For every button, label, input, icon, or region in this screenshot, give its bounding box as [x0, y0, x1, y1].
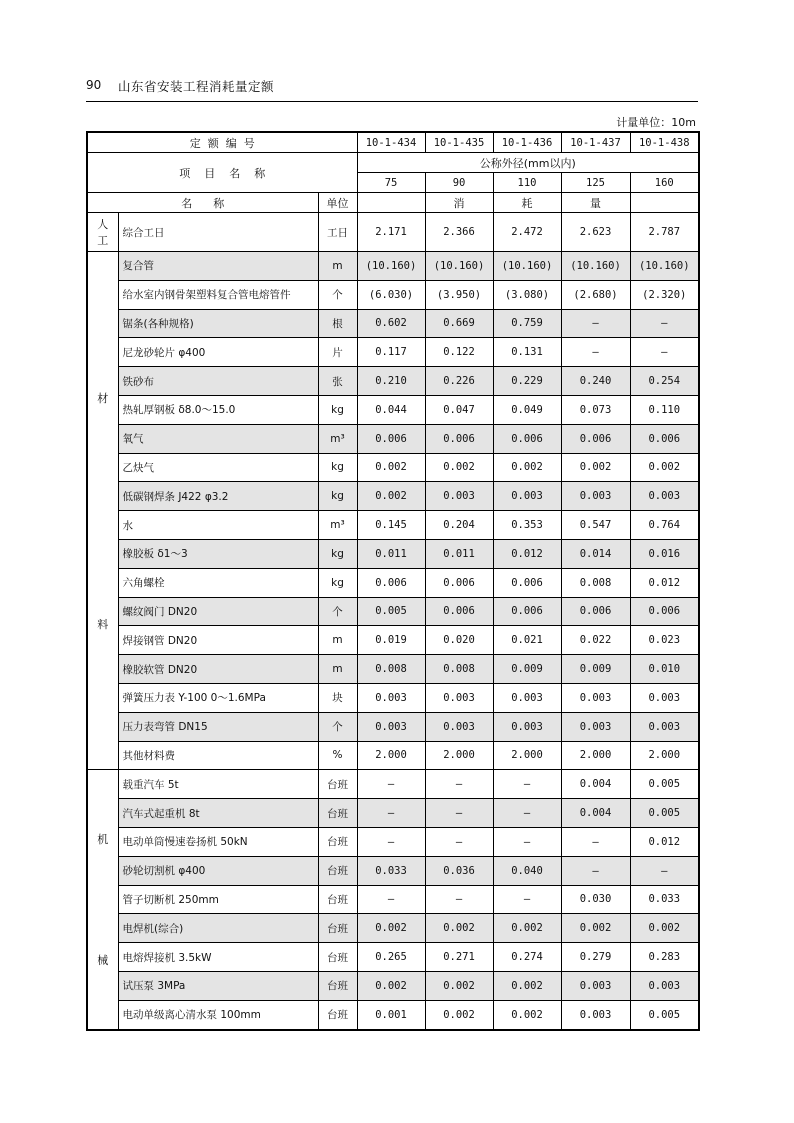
item-unit: kg	[318, 568, 357, 597]
consumption-value: 0.022	[561, 626, 630, 655]
consumption-value: 0.012	[493, 539, 561, 568]
consumption-value: 0.003	[561, 683, 630, 712]
consumption-value: —	[561, 338, 630, 367]
materials-category-cell	[87, 252, 118, 770]
consumption-value: (10.160)	[425, 252, 493, 281]
consumption-value: 0.254	[630, 367, 699, 396]
item-name: 复合管	[118, 252, 318, 281]
consumption-value: 0.002	[493, 914, 561, 943]
consumption-value: 0.110	[630, 395, 699, 424]
category-char: 材	[97, 391, 109, 405]
materials-row	[87, 252, 699, 281]
materials-row	[87, 280, 699, 309]
materials-row	[87, 683, 699, 712]
item-unit: 台班	[318, 1000, 357, 1029]
item-unit: m	[318, 252, 357, 281]
quota-code-row	[87, 132, 699, 153]
consumption-value: 2.000	[630, 741, 699, 770]
consumption-value: 0.003	[357, 683, 425, 712]
item-unit: m	[318, 626, 357, 655]
item-name: 综合工日	[118, 213, 318, 252]
consumption-value: —	[425, 770, 493, 799]
materials-row	[87, 626, 699, 655]
materials-row	[87, 539, 699, 568]
item-name: 水	[118, 511, 318, 540]
item-unit: 片	[318, 338, 357, 367]
consumption-value: —	[493, 885, 561, 914]
consumption-value: (6.030)	[357, 280, 425, 309]
consumption-value: —	[357, 770, 425, 799]
item-unit: %	[318, 741, 357, 770]
consumption-value: —	[425, 885, 493, 914]
item-unit: 台班	[318, 943, 357, 972]
consumption-value: 0.003	[561, 1000, 630, 1029]
item-name: 给水室内钢骨架塑料复合管电熔管件	[118, 280, 318, 309]
item-name: 尼龙砂轮片 φ400	[118, 338, 318, 367]
machinery-row	[87, 914, 699, 943]
item-unit: m	[318, 655, 357, 684]
consumption-value: (10.160)	[561, 252, 630, 281]
consumption-value: —	[561, 309, 630, 338]
diameter-value: 110	[493, 173, 561, 193]
item-name: 电动单筒慢速卷扬机 50kN	[118, 827, 318, 856]
consumption-value: 2.000	[425, 741, 493, 770]
consumption-value: 2.000	[561, 741, 630, 770]
item-unit: m³	[318, 511, 357, 540]
consumption-value: 0.002	[357, 453, 425, 482]
item-unit: 块	[318, 683, 357, 712]
diameter-value: 125	[561, 173, 630, 193]
materials-row	[87, 511, 699, 540]
consumption-value: 0.759	[493, 309, 561, 338]
book-title: 山东省安装工程消耗量定额	[118, 79, 275, 94]
item-unit: 工日	[318, 213, 357, 252]
consumption-value: 0.003	[630, 971, 699, 1000]
unit-column-header: 单位	[318, 193, 357, 213]
consumption-value: (10.160)	[357, 252, 425, 281]
column-header-row	[87, 193, 699, 213]
consumption-value: 0.002	[630, 914, 699, 943]
item-unit: 张	[318, 367, 357, 396]
param-label-row	[87, 153, 699, 173]
consumption-value: 0.006	[493, 424, 561, 453]
diameter-value: 75	[357, 173, 425, 193]
machinery-row	[87, 971, 699, 1000]
consumption-value: 0.008	[357, 655, 425, 684]
consumption-value: 0.002	[493, 1000, 561, 1029]
consumption-value: 0.005	[357, 597, 425, 626]
quota-code: 10-1-436	[493, 132, 561, 153]
consumption-value: 0.003	[425, 683, 493, 712]
consumption-value: 0.021	[493, 626, 561, 655]
consumption-value: 0.002	[493, 453, 561, 482]
consumption-value: —	[493, 799, 561, 828]
consumption-value: 0.002	[357, 914, 425, 943]
consumption-value: 0.009	[493, 655, 561, 684]
consumption-value: 0.002	[561, 914, 630, 943]
item-unit: 根	[318, 309, 357, 338]
consumption-value: 0.033	[630, 885, 699, 914]
consumption-value: —	[561, 856, 630, 885]
consumption-value: 0.006	[561, 597, 630, 626]
consumption-value: 0.040	[493, 856, 561, 885]
consumption-value: 0.023	[630, 626, 699, 655]
consumption-value: 0.271	[425, 943, 493, 972]
consumption-value: 0.002	[425, 971, 493, 1000]
consumption-value: 0.003	[630, 683, 699, 712]
consumption-value: 2.171	[357, 213, 425, 252]
consumption-value: 0.004	[561, 770, 630, 799]
consumption-value: 2.787	[630, 213, 699, 252]
consumption-value: 0.008	[425, 655, 493, 684]
consumption-value: —	[357, 799, 425, 828]
item-name: 压力表弯管 DN15	[118, 712, 318, 741]
name-column-header: 名 称	[87, 193, 318, 213]
materials-row	[87, 568, 699, 597]
category-char: 机	[97, 832, 109, 846]
consumption-value: 0.006	[425, 568, 493, 597]
consumption-value: —	[493, 770, 561, 799]
consumption-value: (3.080)	[493, 280, 561, 309]
consumption-value: 0.010	[630, 655, 699, 684]
consumption-value: 0.002	[425, 1000, 493, 1029]
item-unit: 台班	[318, 856, 357, 885]
materials-row	[87, 597, 699, 626]
consumption-value: 0.003	[425, 482, 493, 511]
item-name: 螺纹阀门 DN20	[118, 597, 318, 626]
materials-row	[87, 712, 699, 741]
materials-row	[87, 482, 699, 511]
item-name: 电焊机(综合)	[118, 914, 318, 943]
quota-code: 10-1-437	[561, 132, 630, 153]
item-unit: kg	[318, 453, 357, 482]
item-name: 橡胶软管 DN20	[118, 655, 318, 684]
consumption-value: 0.117	[357, 338, 425, 367]
item-unit: 台班	[318, 971, 357, 1000]
consumption-value: —	[561, 827, 630, 856]
header-rule	[86, 101, 698, 102]
consumption-value: (10.160)	[630, 252, 699, 281]
item-name: 其他材料费	[118, 741, 318, 770]
consumption-value: 0.014	[561, 539, 630, 568]
item-name: 试压泵 3MPa	[118, 971, 318, 1000]
consumption-value: (3.950)	[425, 280, 493, 309]
item-unit: 个	[318, 712, 357, 741]
consumption-value: 0.006	[493, 597, 561, 626]
param-label: 公称外径(mm以内)	[357, 153, 699, 173]
consumption-value: 0.547	[561, 511, 630, 540]
machinery-category-cell	[87, 770, 118, 1030]
consumption-value: 0.049	[493, 395, 561, 424]
consumption-value: 0.047	[425, 395, 493, 424]
category-char: 人	[97, 218, 109, 231]
consumption-value: 0.005	[630, 799, 699, 828]
consumption-value: 0.003	[561, 482, 630, 511]
consumption-value: 0.006	[630, 597, 699, 626]
consumption-value: 0.283	[630, 943, 699, 972]
consumption-value: 0.003	[357, 712, 425, 741]
item-name: 焊接钢管 DN20	[118, 626, 318, 655]
item-name: 弹簧压力表 Y-100 0～1.6MPa	[118, 683, 318, 712]
item-name: 铁砂布	[118, 367, 318, 396]
consumption-value: 2.000	[357, 741, 425, 770]
machinery-row	[87, 799, 699, 828]
consumption-header-char: 消	[425, 193, 493, 213]
item-name: 乙炔气	[118, 453, 318, 482]
consumption-value: 0.016	[630, 539, 699, 568]
item-unit: kg	[318, 482, 357, 511]
item-unit: 台班	[318, 885, 357, 914]
quota-table	[86, 131, 700, 1031]
consumption-value: 0.012	[630, 827, 699, 856]
consumption-value: 0.006	[425, 597, 493, 626]
item-unit: kg	[318, 539, 357, 568]
consumption-value: 0.210	[357, 367, 425, 396]
materials-row	[87, 655, 699, 684]
item-name: 管子切断机 250mm	[118, 885, 318, 914]
diameter-value: 160	[630, 173, 699, 193]
quota-code-label: 定 额 编 号	[87, 132, 357, 153]
consumption-value: 0.003	[493, 712, 561, 741]
consumption-value: 0.005	[630, 770, 699, 799]
consumption-value: —	[357, 827, 425, 856]
item-unit: m³	[318, 424, 357, 453]
consumption-header-cell	[357, 193, 425, 213]
consumption-value: —	[630, 309, 699, 338]
consumption-value: 0.002	[561, 453, 630, 482]
consumption-value: 0.002	[425, 453, 493, 482]
item-unit: 台班	[318, 914, 357, 943]
consumption-value: —	[630, 856, 699, 885]
item-unit: 个	[318, 280, 357, 309]
consumption-value: 0.229	[493, 367, 561, 396]
consumption-value: (2.320)	[630, 280, 699, 309]
consumption-value: 0.003	[493, 482, 561, 511]
consumption-value: 0.019	[357, 626, 425, 655]
consumption-value: 0.006	[425, 424, 493, 453]
materials-row	[87, 424, 699, 453]
consumption-value: 0.009	[561, 655, 630, 684]
consumption-value: 0.002	[493, 971, 561, 1000]
materials-row	[87, 309, 699, 338]
labor-category-cell	[87, 213, 118, 252]
page-number: 90	[86, 78, 102, 92]
consumption-value: 0.003	[630, 712, 699, 741]
machinery-row	[87, 885, 699, 914]
consumption-header-char: 耗	[493, 193, 561, 213]
quota-code: 10-1-435	[425, 132, 493, 153]
consumption-value: 2.623	[561, 213, 630, 252]
consumption-value: 0.008	[561, 568, 630, 597]
consumption-value: 0.006	[357, 568, 425, 597]
consumption-value: —	[357, 885, 425, 914]
quota-code: 10-1-438	[630, 132, 699, 153]
consumption-value: —	[425, 799, 493, 828]
item-name: 电动单级离心清水泵 100mm	[118, 1000, 318, 1029]
item-name: 砂轮切割机 φ400	[118, 856, 318, 885]
item-name: 热轧厚钢板 δ8.0～15.0	[118, 395, 318, 424]
consumption-value: 0.005	[630, 1000, 699, 1029]
item-unit: 台班	[318, 799, 357, 828]
consumption-value: 0.003	[561, 712, 630, 741]
item-unit: kg	[318, 395, 357, 424]
machinery-row	[87, 770, 699, 799]
consumption-value: 0.036	[425, 856, 493, 885]
machinery-row	[87, 827, 699, 856]
consumption-value: —	[493, 827, 561, 856]
category-char: 料	[97, 617, 109, 631]
consumption-header-cell	[630, 193, 699, 213]
machinery-row	[87, 1000, 699, 1029]
item-unit: 台班	[318, 827, 357, 856]
consumption-value: 0.122	[425, 338, 493, 367]
page-header	[86, 74, 698, 102]
consumption-value: 0.002	[357, 971, 425, 1000]
consumption-value: 0.012	[630, 568, 699, 597]
unit-note: 计量单位：10m	[616, 116, 696, 129]
consumption-value: 0.353	[493, 511, 561, 540]
consumption-value: 0.030	[561, 885, 630, 914]
diameter-value: 90	[425, 173, 493, 193]
machinery-row	[87, 943, 699, 972]
consumption-value: 0.006	[561, 424, 630, 453]
consumption-value: 0.204	[425, 511, 493, 540]
consumption-value: —	[630, 338, 699, 367]
materials-row	[87, 453, 699, 482]
materials-row	[87, 367, 699, 396]
consumption-value: 0.011	[357, 539, 425, 568]
consumption-value: —	[425, 827, 493, 856]
consumption-value: 0.004	[561, 799, 630, 828]
consumption-value: 0.003	[561, 971, 630, 1000]
consumption-value: 0.265	[357, 943, 425, 972]
materials-row	[87, 741, 699, 770]
materials-row	[87, 338, 699, 367]
materials-row	[87, 395, 699, 424]
consumption-value: 0.006	[630, 424, 699, 453]
consumption-value: 0.002	[357, 482, 425, 511]
consumption-value: 0.003	[630, 482, 699, 511]
consumption-value: 2.472	[493, 213, 561, 252]
consumption-value: 0.044	[357, 395, 425, 424]
consumption-value: 2.000	[493, 741, 561, 770]
labor-row	[87, 213, 699, 252]
item-name: 汽车式起重机 8t	[118, 799, 318, 828]
consumption-value: (2.680)	[561, 280, 630, 309]
consumption-value: 0.145	[357, 511, 425, 540]
consumption-value: 0.020	[425, 626, 493, 655]
consumption-value: 0.226	[425, 367, 493, 396]
consumption-value: 0.602	[357, 309, 425, 338]
consumption-value: 0.131	[493, 338, 561, 367]
category-char: 工	[97, 234, 109, 247]
item-name: 橡胶板 δ1～3	[118, 539, 318, 568]
consumption-value: 0.274	[493, 943, 561, 972]
consumption-value: 0.764	[630, 511, 699, 540]
consumption-value: 0.240	[561, 367, 630, 396]
item-name: 六角螺栓	[118, 568, 318, 597]
consumption-value: 0.006	[493, 568, 561, 597]
quota-code: 10-1-434	[357, 132, 425, 153]
consumption-value: 0.001	[357, 1000, 425, 1029]
consumption-header-char: 量	[561, 193, 630, 213]
item-unit: 台班	[318, 770, 357, 799]
item-name: 锯条(各种规格)	[118, 309, 318, 338]
consumption-value: 0.002	[630, 453, 699, 482]
consumption-value: 2.366	[425, 213, 493, 252]
item-name-label: 项 目 名 称	[87, 153, 357, 193]
consumption-value: 0.279	[561, 943, 630, 972]
consumption-value: (10.160)	[493, 252, 561, 281]
category-char: 械	[97, 953, 109, 967]
consumption-value: 0.003	[493, 683, 561, 712]
item-name: 电熔焊接机 3.5kW	[118, 943, 318, 972]
consumption-value: 0.011	[425, 539, 493, 568]
item-name: 低碳钢焊条 J422 φ3.2	[118, 482, 318, 511]
consumption-value: 0.003	[425, 712, 493, 741]
consumption-value: 0.033	[357, 856, 425, 885]
consumption-value: 0.669	[425, 309, 493, 338]
item-unit: 个	[318, 597, 357, 626]
item-name: 氧气	[118, 424, 318, 453]
consumption-value: 0.002	[425, 914, 493, 943]
item-name: 载重汽车 5t	[118, 770, 318, 799]
consumption-value: 0.006	[357, 424, 425, 453]
machinery-row	[87, 856, 699, 885]
consumption-value: 0.073	[561, 395, 630, 424]
